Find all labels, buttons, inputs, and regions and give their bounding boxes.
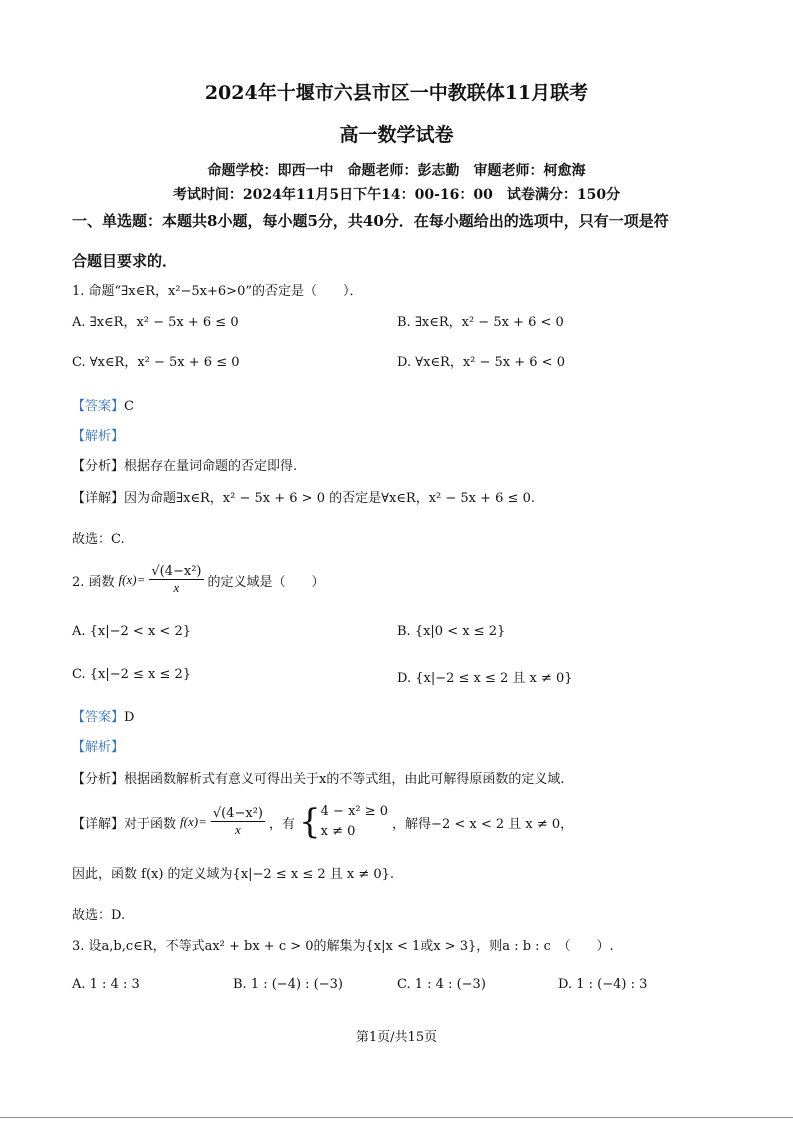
q2-stem (72, 560, 325, 600)
q2-system-line1: 4 − x² ≥ 0 (320, 804, 389, 819)
q2-inequality-system (299, 802, 388, 842)
q2-system-lines (321, 802, 388, 842)
q1-analysis-tag: 【解析】 (72, 429, 125, 444)
q3-stem: 3. 设a,b,c∈R，不等式ax² + bx + c > 0的解集为{x|x < 1或x > 3}，则a : b : c （ ）. (72, 939, 614, 954)
q2-fenxi-tag: 【分析】 (72, 772, 125, 787)
q3-option-a: A. 1 : 4 : 3 (72, 977, 140, 992)
q3-option-b: B. 1 : (−4) : (−3) (233, 977, 343, 992)
q1-option-b: B. ∃x∈R，x² − 5x + 6 < 0 (397, 315, 564, 330)
page-number: 第1页/共15页 (355, 1030, 438, 1045)
q2-analysis-tag: 【解析】 (72, 740, 125, 755)
exam-title: 2024年十堰市六县市区一中教联体11月联考 (204, 82, 589, 104)
q1-fenxi-text: 根据存在量词命题的否定即得. (124, 459, 298, 474)
q2-fenxi-row (72, 768, 564, 787)
q2-option-b: B. {x|0 < x ≤ 2} (397, 624, 506, 639)
q2-fraction-numerator: √(4−x²) (151, 564, 202, 579)
section-heading-line2: 合题目要求的． (72, 252, 178, 270)
section-heading-line1: 一、单选题：本题共8小题，每小题5分，共40分．在每小题给出的选项中，只有一项是符 (72, 212, 669, 230)
q2-stem-suffix: 的定义域是（ ） (207, 574, 325, 590)
q3-option-c: C. 1 : 4 : (−3) (397, 977, 486, 992)
q2-conclusion: 因此，函数 f(x) 的定义域为{x|−2 ≤ x ≤ 2 且 x ≠ 0}. (72, 867, 395, 882)
q2-choice: 故选：D. (72, 908, 126, 923)
q2-option-c: C. {x|−2 ≤ x ≤ 2} (72, 667, 192, 682)
q2-option-a: A. {x|−2 < x < 2} (72, 624, 191, 639)
q1-detail-row (72, 487, 535, 506)
q2-fenxi-text: 根据函数解析式有意义可得出关于x的不等式组，由此可解得原函数的定义域. (124, 772, 565, 787)
q2-fraction-denominator: x (173, 580, 180, 595)
q1-option-c: C. ∀x∈R，x² − 5x + 6 ≤ 0 (72, 355, 240, 370)
page-bottom-rule (0, 1117, 793, 1118)
q1-detail-text: 因为命题∃x∈R，x² − 5x + 6 > 0 的否定是∀x∈R，x² − 5x + 6 ≤ 0. (124, 491, 535, 506)
q1-detail-tag: 【详解】 (72, 491, 125, 506)
q2-detail-numerator: √(4−x²) (212, 806, 263, 821)
q1-fenxi-tag: 【分析】 (72, 459, 125, 474)
q2-fraction (149, 564, 203, 596)
q1-answer-row (72, 395, 134, 414)
q2-detail-prefix: 对于函数 (124, 816, 177, 832)
q1-choice: 故选：C. (72, 532, 125, 547)
q1-fenxi-row (72, 455, 297, 474)
exam-info-line: 考试时间：2024年11月5日下午14：00-16：00 试卷满分：150分 (172, 187, 621, 203)
q2-option-d: D. {x|−2 ≤ x ≤ 2 且 x ≠ 0} (397, 671, 573, 686)
q2-system-line2: x ≠ 0 (320, 824, 356, 839)
q2-func-label: f(x)= (118, 572, 146, 587)
q2-detail-denominator: x (235, 822, 241, 837)
q1-option-a: A. ∃x∈R，x² − 5x + 6 ≤ 0 (72, 315, 239, 330)
q1-option-d: D. ∀x∈R，x² − 5x + 6 < 0 (397, 355, 565, 370)
q2-answer-tag: 【答案】 (72, 710, 125, 725)
q1-answer-tag: 【答案】 (72, 399, 125, 414)
authors-line: 命题学校：即西一中 命题老师：彭志勤 审题老师：柯愈海 (207, 163, 586, 179)
q2-detail-func: f(x)= (180, 814, 207, 829)
paper-subtitle: 高一数学试卷 (339, 124, 454, 146)
q2-detail-fraction (211, 806, 265, 838)
q3-option-d: D. 1 : (−4) : 3 (558, 977, 648, 992)
q2-answer-value: D (124, 710, 135, 725)
q2-detail-tag: 【详解】 (72, 816, 125, 832)
q2-answer-row (72, 706, 134, 725)
q2-detail-suffix: ，解得−2 < x < 2 且 x ≠ 0， (392, 816, 574, 832)
q2-system-brace: { (299, 802, 321, 842)
q2-detail-row (72, 801, 573, 843)
q1-answer-value: C (124, 399, 134, 414)
q2-detail-mid: ，有 (268, 816, 295, 832)
q2-stem-prefix: 2. 函数 (72, 574, 115, 590)
q1-stem: 1. 命题“∃x∈R，x²−5x+6>0”的否定是（ ）． (72, 284, 363, 299)
